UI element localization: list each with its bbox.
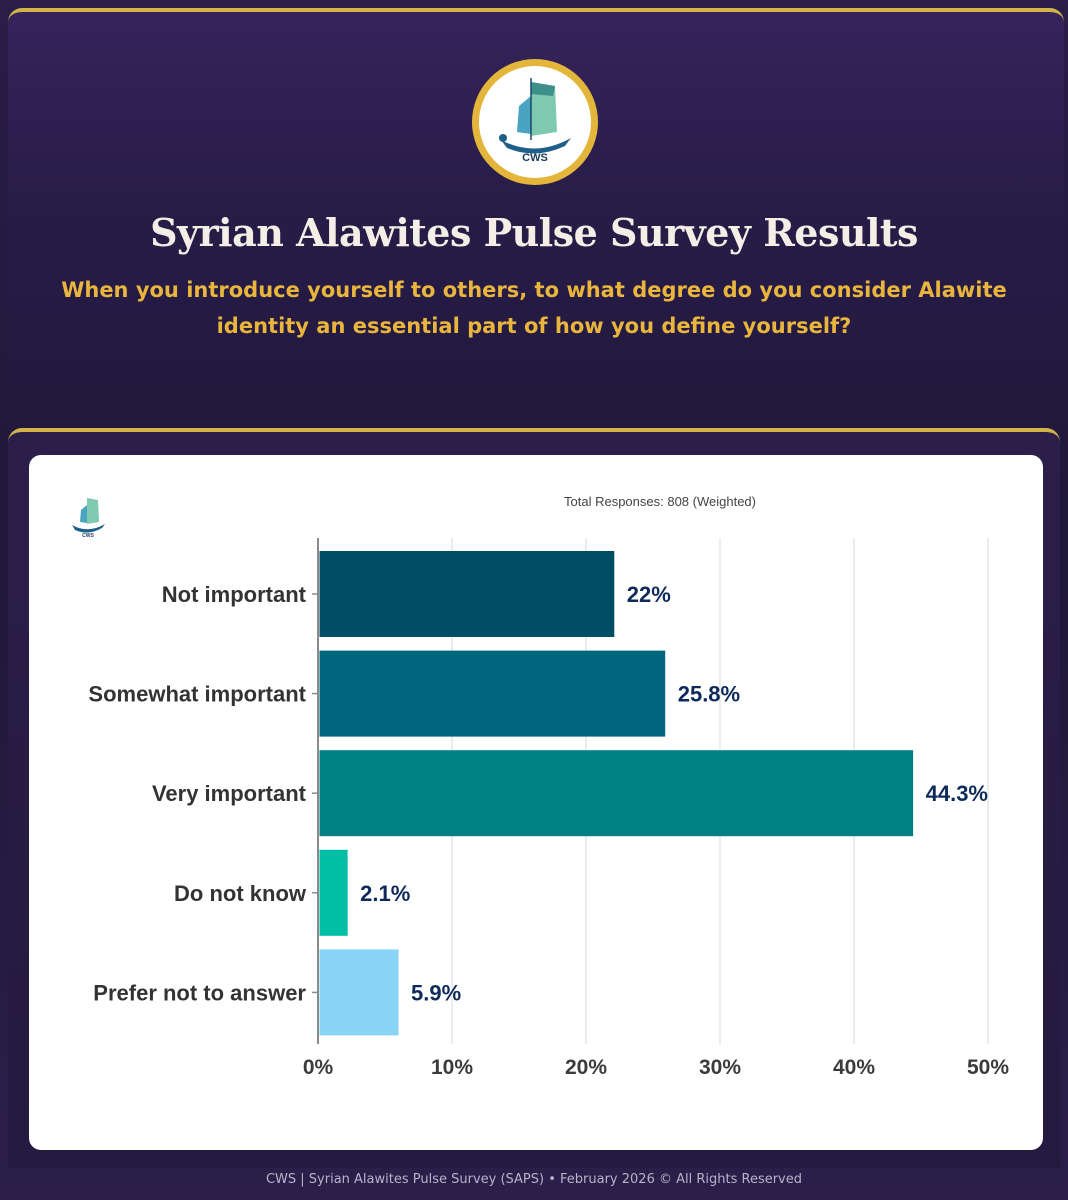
chart-card (29, 455, 1043, 1150)
category-label: Not important (161, 582, 306, 607)
value-label: 5.9% (411, 980, 462, 1006)
category-label: Prefer not to answer (93, 980, 306, 1006)
x-tick-label: 30% (698, 1056, 742, 1079)
value-label: 22% (626, 582, 671, 607)
value-label: 44.3% (925, 781, 989, 807)
category-label: Somewhat important (88, 681, 306, 707)
category-label: Do not know (174, 880, 306, 906)
x-tick-label: 40% (832, 1056, 876, 1079)
page-title: Syrian Alawites Pulse Survey Results (150, 210, 918, 255)
small-logo (61, 490, 115, 544)
category-label: Very important (151, 781, 306, 807)
small-ship-icon (61, 490, 115, 544)
x-tick-label: 0% (302, 1056, 334, 1079)
value-label: 2.1% (360, 880, 411, 906)
logo-text: CWS (522, 152, 548, 164)
cws-logo-inner (479, 66, 591, 178)
x-tick-label: 10% (430, 1056, 474, 1079)
total-responses: Total Responses: 808 (Weighted) (564, 494, 756, 509)
small-logo-text: CWS (82, 533, 94, 539)
x-tick-label: 20% (564, 1056, 608, 1079)
ship-icon (479, 66, 591, 178)
cws-logo (472, 59, 598, 185)
x-tick-label: 50% (966, 1056, 1010, 1079)
survey-question: When you introduce yourself to others, to what degree do you consider Alawite identity an essential part of how you define yourself? (61, 278, 1007, 338)
value-label: 25.8% (677, 681, 741, 707)
footer-text: CWS | Syrian Alawites Pulse Survey (SAPS) • February 2026 © All Rights Reserved (265, 1172, 803, 1187)
